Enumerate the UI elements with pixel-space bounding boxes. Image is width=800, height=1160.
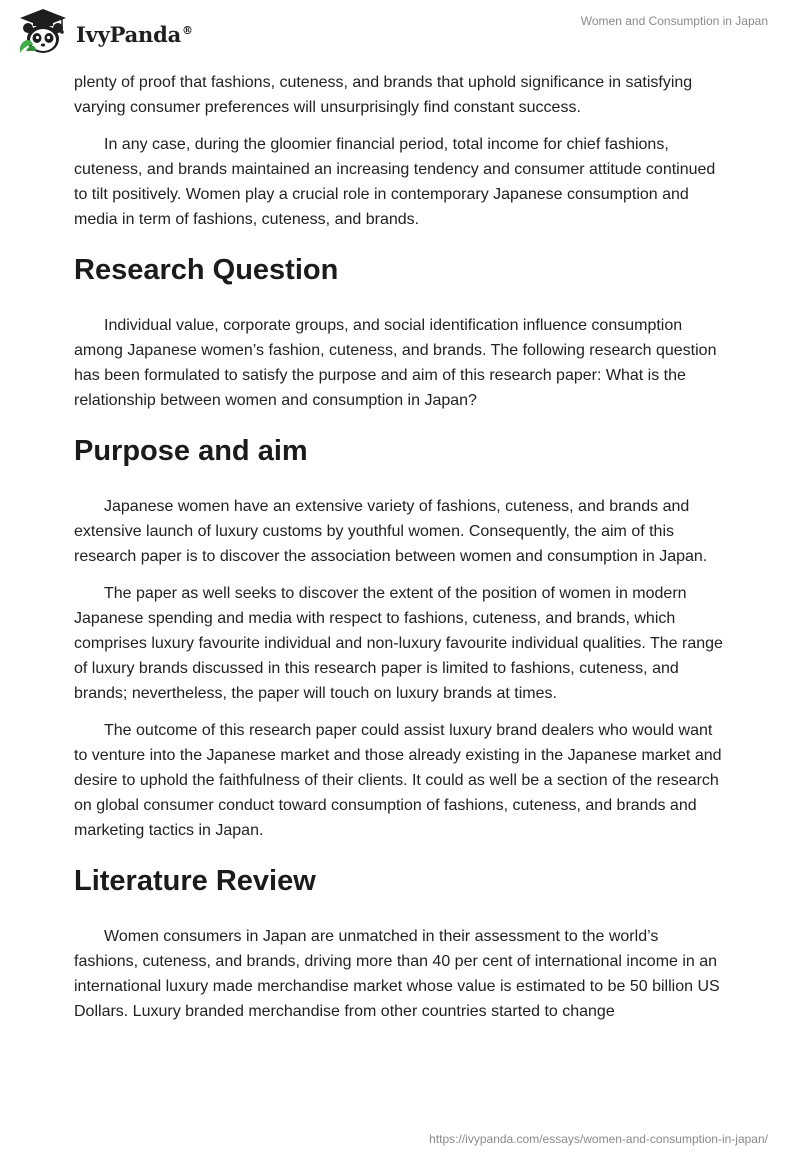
source-url[interactable]: https://ivypanda.com/essays/women-and-consumption-in-japan/ xyxy=(429,1132,768,1146)
essay-content xyxy=(74,70,724,1036)
section-heading-research-question: Research Question xyxy=(74,254,339,286)
section-heading-purpose-and-aim: Purpose and aim xyxy=(74,435,308,467)
paragraph: In any case, during the gloomier financial period, total income for chief fashions, cuteness, and brands maintained an increasing tendency and consumer attitude continued to tilt positively. Women play a crucial role in contemporary Japanese consumption and media in term of fashions, cuteness, and brands. xyxy=(74,136,716,228)
paragraph: Women consumers in Japan are unmatched in their assessment to the world’s fashions, cuteness, and brands, driving more than 40 per cent of international income in an international luxury made merchandise market whose value is estimated to be 50 billion US Dollars. Luxury branded merchandise from other countries started to change xyxy=(74,928,720,1020)
section-heading-literature-review: Literature Review xyxy=(74,865,316,897)
panda-graduate-icon xyxy=(16,7,70,57)
document-title: Women and Consumption in Japan xyxy=(580,14,768,28)
paragraph: Japanese women have an extensive variety of fashions, cuteness, and brands and extensive launch of luxury customs by youthful women. Consequently, the aim of this research paper is to discover the association between women and consumption in Japan. xyxy=(74,498,708,565)
paragraph: plenty of proof that fashions, cuteness, and brands that uphold significance in satisfying varying consumer preferences will unsurprisingly find constant success. xyxy=(74,74,693,116)
paragraph: Individual value, corporate groups, and social identification influence consumption among Japanese women’s fashion, cuteness, and brands. The following research question has been formulated to satisfy the purpose and aim of this research paper: What is the relationship between women and consumption in Japan? xyxy=(74,317,717,409)
paragraph: The outcome of this research paper could assist luxury brand dealers who would want to venture into the Japanese market and those already existing in the Japanese market and desire to uphold the faithfulness of their clients. It could as well be a section of the research on global consumer conduct toward consumption of fashions, cuteness, and brands and marketing tactics in Japan. xyxy=(74,722,722,839)
logo[interactable] xyxy=(16,8,193,56)
paragraph: The paper as well seeks to discover the extent of the position of women in modern Japanese spending and media with respect to fashions, cuteness, and brands, which comprises luxury favourite individual and non-luxury favourite individual qualities. The range of luxury brands discussed in this research paper is limited to fashions, cuteness, and brands; nevertheless, the paper will touch on luxury brands at times. xyxy=(74,585,723,702)
brand-name: IvyPanda® xyxy=(76,21,193,47)
header xyxy=(0,0,800,70)
